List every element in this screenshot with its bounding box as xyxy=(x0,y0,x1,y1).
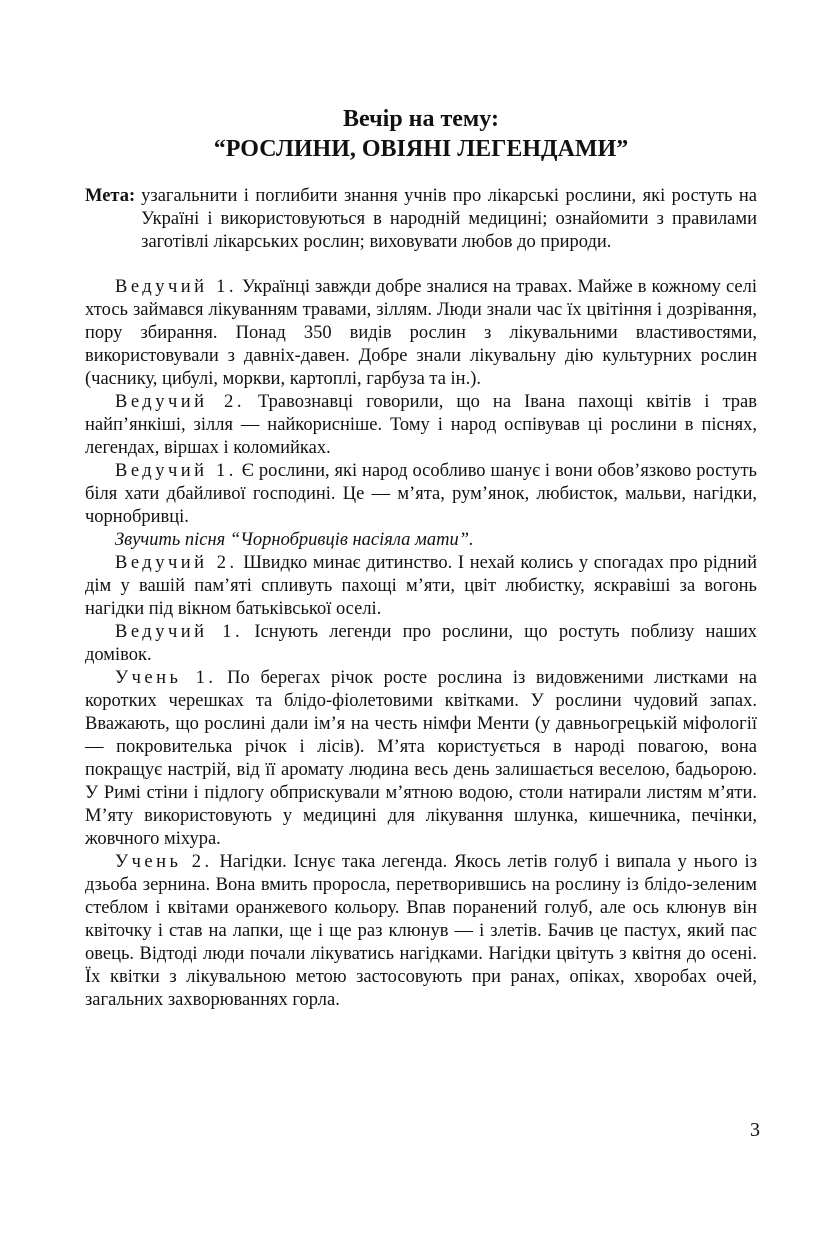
goal-label: Мета: xyxy=(85,186,136,206)
speaker-label: Ведучий 2. xyxy=(115,392,245,412)
speaker-label: Ведучий 2. xyxy=(115,553,238,573)
goal-text: узагальнити і поглибити знання учнів про лікарські рослини, які ростуть на Україні і використовуються в народній медицині; ознайомити з правилами заготівлі лікарських рослин; виховувати любов до природи. xyxy=(141,186,757,252)
song-note xyxy=(85,529,757,552)
paragraph-text: Українці завжди добре зналися на травах. Майже в кожному селі хтось займався лікуванням травами, зіллям. Люди знали час їх цвітіння і дозрівання, пору збирання. Понад 350 видів рослин з лікувальними властивостями, використовували з давніх-давен. Добре знали лікувальну дію культурних рослин (часнику, цибулі, моркви, картоплі, гарбуза та ін.). xyxy=(85,277,757,389)
title-line-1: Вечір на тему: xyxy=(343,106,499,132)
paragraph-text: Є рослини, які народ особливо шанує і вони обов’язково ростуть біля хати дбайливої господині. Це — м’ята, рум’янок, любисток, мальви, нагідки, чорнобривці. xyxy=(85,461,757,527)
speaker-label: Учень 2. xyxy=(115,852,213,872)
page-number: 3 xyxy=(750,1119,760,1141)
paragraph-3 xyxy=(85,460,757,529)
body-text xyxy=(85,276,757,1012)
speaker-label: Ведучий 1. xyxy=(115,622,244,642)
speaker-label: Учень 1. xyxy=(115,668,217,688)
paragraph-7 xyxy=(85,667,757,851)
paragraph-8 xyxy=(85,851,757,1012)
paragraph-5 xyxy=(85,552,757,621)
paragraph-6 xyxy=(85,621,757,667)
paragraph-text: По берегах річок росте рослина із видовженими листками на коротких черешках та блідо-фіолетовими квітками. У рослини чудовий запах. Вважають, що рослині дали ім’я на честь німфи Менти (у давньогрецькій міфології — покровителька річок і лісів). М’ята користується в народі повагою, вона покращує настрій, від її аромату людина весь день залишається веселою, бадьорою. У Римі стіни і підлогу обприскували м’ятною водою, столи натирали листям м’яти. М’яту використовують у медицині для лікування шлунка, кишечника, печінки, жовчного міхура. xyxy=(85,668,757,849)
paragraph-text: Травознавці говорили, що на Івана пахощі квітів і трав найп’янкіші, зілля — найкорисніше. Тому і народ оспівував ці рослини в піснях, легендах, віршах і коломийках. xyxy=(85,392,757,458)
paragraph-2 xyxy=(85,391,757,460)
paragraph-text: Нагідки. Існує така легенда. Якось летів голуб і випала у нього із дзьоба зернина. Вона вмить проросла, перетворившись на рослину із блідо-зеленим стеблом і квітами оранжевого кольору. Впав поранений голуб, але ось клюнув він квіточку і став на лапки, ще і ще раз клюнув — і злетів. Бачив це пастух, який пас овець. Відтоді люди почали лікуватись нагідками. Нагідки цвітуть з квітня до осені. Їх квітки з лікувальною метою застосовують при ранах, опіках, хворобах очей, загальних захворюваннях горла. xyxy=(85,852,758,1010)
paragraph-text: Звучить пісня “Чорнобривців насіяла мати”. xyxy=(115,530,474,550)
paragraph-text: Існують легенди про рослини, що ростуть поблизу наших домівок. xyxy=(85,622,758,665)
paragraph-1 xyxy=(85,276,757,391)
paragraph-text: Швидко минає дитинство. І нехай колись у спогадах про рідний дім у вашій пам’яті спливуть пахощі м’яти, цвіт любистку, яскравіші за вогонь нагідки під вікном батьківської оселі. xyxy=(85,553,757,619)
goal-block xyxy=(85,185,757,254)
page-content xyxy=(85,100,757,1012)
title-line-2: “РОСЛИНИ, ОВІЯНІ ЛЕГЕНДАМИ” xyxy=(213,136,629,162)
speaker-label: Ведучий 1. xyxy=(115,461,237,481)
speaker-label: Ведучий 1. xyxy=(115,277,237,297)
